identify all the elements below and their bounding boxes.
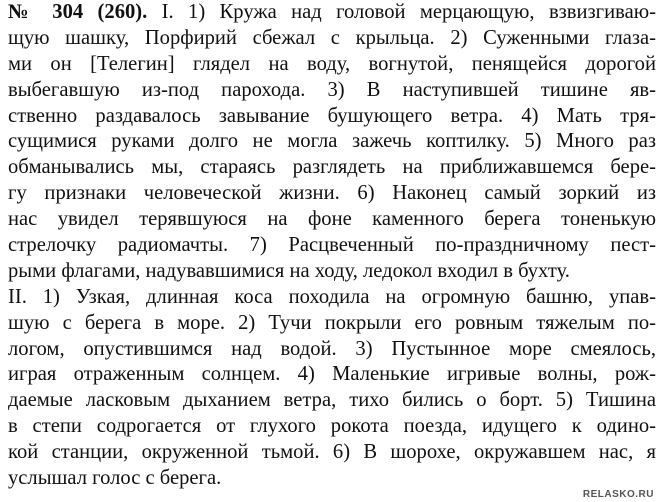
- text-line: обманывались мы, стараясь разглядеть на приближавшемся бере-: [8, 156, 656, 179]
- text-line: щую шашку, Порфирий сбежал с крыльца. 2) Суженными глаза-: [8, 26, 656, 49]
- text-line: шую с берега в море. 2) Тучи покрыли его ровным тяжелым по-: [8, 311, 656, 334]
- text-line: нас увидел терявшуюся на фоне каменного берега тоненькую: [8, 208, 656, 231]
- text-line: II. 1) Узкая, длинная коса походила на огромную башню, упав-: [8, 285, 656, 308]
- text-line: услышал голос с берега.: [8, 467, 222, 490]
- text-line: даемые ласковым дыханием ветра, тихо бились о борт. 5) Тишина: [8, 389, 656, 412]
- exercise-number: № 304 (260).: [8, 1, 148, 23]
- text-line: играя отраженным солнцем. 4) Маленькие игривые волны, рож-: [8, 363, 656, 386]
- text-line: ми он [Телегин] глядел на воду, вогнутой, пенящейся дорогой: [8, 52, 656, 75]
- text-line: логом, опустившимся над водой. 3) Пустынное море смеялось,: [8, 337, 656, 360]
- text-line: рыми флагами, надувавшимися на ходу, ледокол входил в бухту.: [8, 259, 570, 282]
- watermark: RELASKO.RU: [582, 489, 654, 500]
- text-line: сущимися руками долго не могла зажечь коптилку. 5) Много раз: [8, 130, 656, 153]
- text-line: в степи содрогается от глухого рокота поезда, идущего к одино-: [8, 415, 656, 438]
- text-line: выбегавшую из-под парохода. 3) В наступившей тишине яв-: [8, 78, 656, 101]
- text-line-content: I. 1) Кружа над головой мерцающую, взвизгиваю-: [147, 1, 656, 23]
- text-line: кой станции, окруженной тьмой. 6) В шорохе, окружавшем нас, я: [8, 441, 656, 464]
- text-line: гу признаки человеческой жизни. 6) Наконец самый зоркий из: [8, 182, 656, 205]
- text-line: [8, 0, 656, 26]
- text-line: стрелочку радиомачты. 7) Расцвеченный по-праздничному пест-: [8, 234, 656, 257]
- text-line: ственно раздавалось завывание бушующего ветра. 4) Мать тря-: [8, 104, 656, 127]
- exercise-text: [8, 0, 656, 492]
